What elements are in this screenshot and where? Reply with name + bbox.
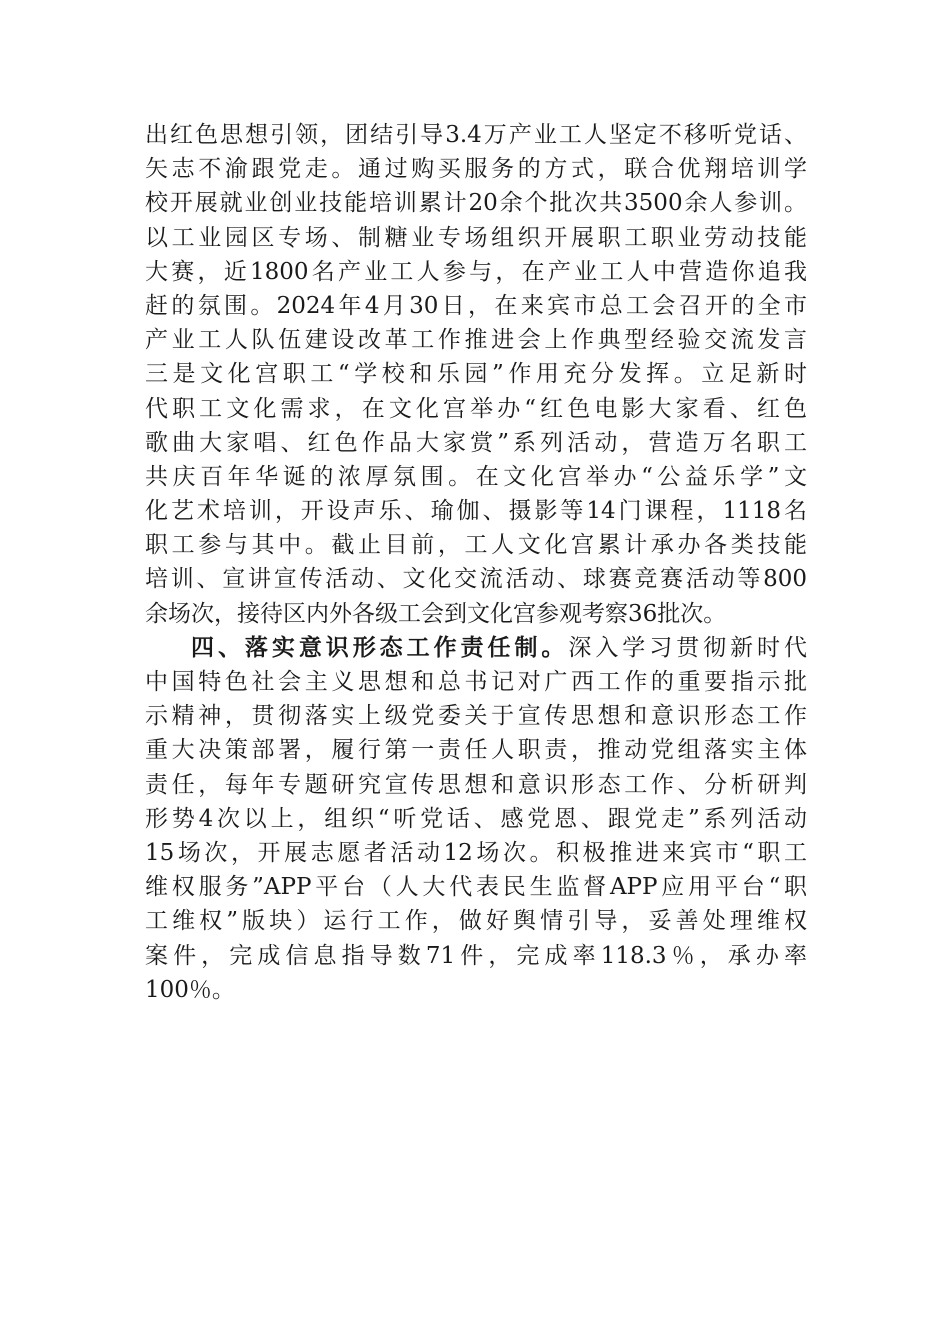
text-line: 化艺术培训，开设声乐、瑜伽、摄影等14门课程，1118名	[145, 498, 807, 525]
text-line: 代职工文化需求，在文化宫举办“红色电影大家看、红色	[145, 395, 807, 422]
text-line: 形势4次以上，组织“听党话、感党恩、跟党走”系列活动	[145, 805, 807, 832]
text-line: 歌曲大家唱、红色作品大家赏”系列活动，营造万名职工	[145, 429, 807, 456]
text-line: 产业工人队伍建设改革工作推进会上作典型经验交流发言	[145, 327, 807, 354]
text-line: 100％。	[145, 976, 235, 1003]
text-line: 培训、宣讲宣传活动、文化交流活动、球赛竞赛活动等800	[145, 566, 807, 593]
text-line: 中国特色社会主义思想和总书记对广西工作的重要指示批	[145, 669, 807, 695]
text-line: 余场次，接待区内外各级工会到文化宫参观考察36批次。	[145, 600, 727, 627]
text-line: 矢志不渝跟党走。通过购买服务的方式，联合优翔培训学	[145, 156, 807, 183]
text-line: 大赛，近1800名产业工人参与，在产业工人中营造你追我	[145, 258, 807, 285]
text-line: 出红色思想引领，团结引导3.4万产业工人坚定不移听党话、	[145, 122, 807, 148]
text-line: 工维权”版块）运行工作，做好舆情引导，妥善处理维权	[145, 908, 807, 935]
text-line: 重大决策部署，履行第一责任人职责，推动党组落实主体	[145, 737, 807, 764]
document-body	[145, 118, 807, 1007]
text-line: 示精神，贯彻落实上级党委关于宣传思想和意识形态工作	[145, 703, 807, 730]
text-line: 以工业园区专场、制糖业专场组织开展职工职业劳动技能	[145, 224, 807, 251]
text-line: 维权服务”APP平台（人大代表民生监督APP应用平台“职	[145, 874, 807, 901]
text-line: 15场次，开展志愿者活动12场次。积极推进来宾市“职工	[145, 839, 807, 866]
text-line: 三是文化宫职工“学校和乐园”作用充分发挥。立足新时	[145, 361, 807, 388]
text-line: 职工参与其中。截止目前，工人文化宫累计承办各类技能	[145, 532, 807, 559]
text-line: 共庆百年华诞的浓厚氛围。在文化宫举办“公益乐学”文	[145, 463, 807, 490]
section-four-first-line-text: 深入学习贯彻新时代	[568, 634, 807, 661]
text-line: 案件，完成信息指导数71件，完成率118.3％，承办率	[145, 942, 807, 969]
text-line: 赶的氛围。2024年4月30日，在来宾市总工会召开的全市	[145, 292, 807, 319]
section-four-first-line	[145, 631, 807, 665]
text-line: 校开展就业创业技能培训累计20余个批次共3500余人参训。	[145, 190, 807, 217]
section-four-heading: 四、落实意识形态工作责任制。	[191, 634, 569, 661]
text-line: 责任，每年专题研究宣传思想和意识形态工作、分析研判	[145, 771, 807, 798]
